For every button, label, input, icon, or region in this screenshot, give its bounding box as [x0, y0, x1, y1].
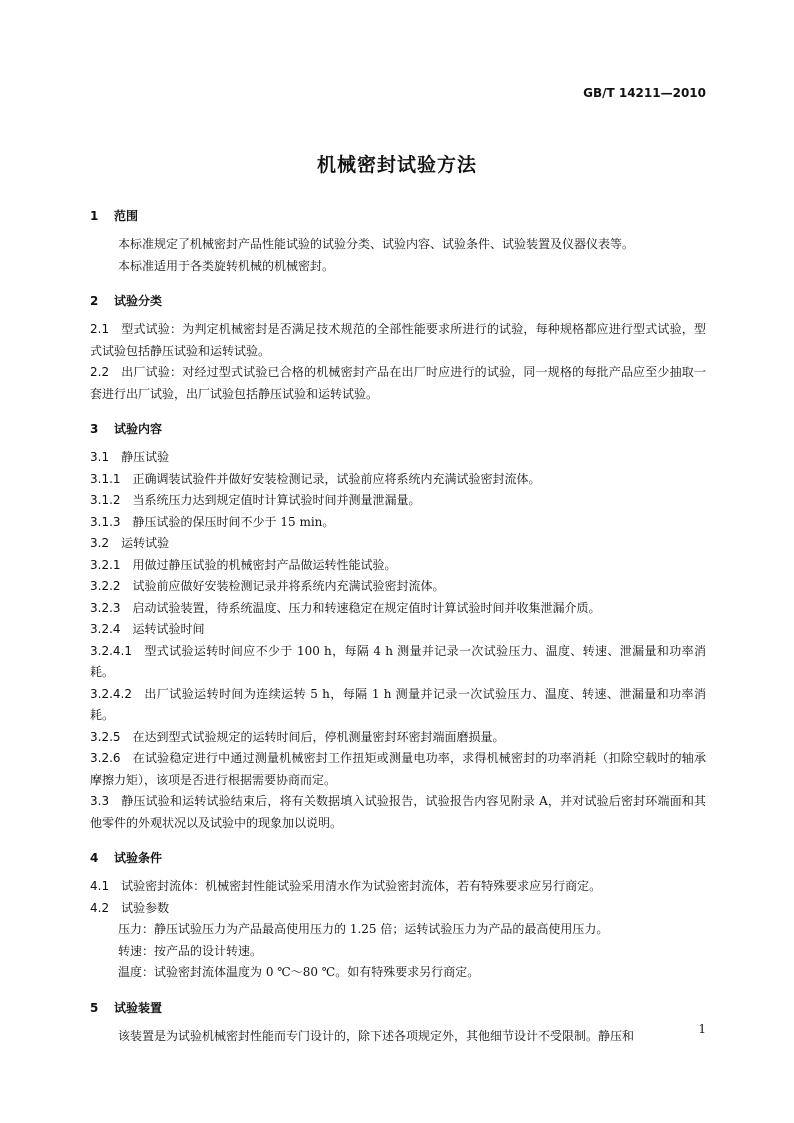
clause-number: 3.2.5	[90, 729, 121, 744]
clause-number: 2.2	[90, 365, 110, 379]
paragraph: 压力：静压试验压力为产品最高使用压力的 1.25 倍；运转试验压力为产品的最高使用压力。	[118, 922, 609, 936]
clause-text: 在达到型式试验规定的运转时间后，停机测量密封环密封端面磨损量。	[132, 729, 505, 744]
clause-number: 3.2.4.1	[90, 643, 132, 658]
clause-number: 3.2	[90, 536, 110, 550]
section-title: 试验条件	[114, 851, 163, 865]
clause	[90, 898, 706, 920]
section-number: 3	[90, 422, 99, 436]
clause-text: 型式试验运转时间应不少于 100 h，每隔 4 h 测量并记录一次试验压力、温度、转速、泄漏量和功率消耗。	[90, 643, 706, 679]
clause-text: 出厂试验：对经过型式试验已合格的机械密封产品在出厂时应进行的试验，同一规格的每批产品应至少抽取一套进行出厂试验，出厂试验包括静压试验和运转试验。	[90, 365, 706, 401]
clause-text: 试验密封流体：机械密封性能试验采用清水作为试验密封流体，若有特殊要求应另行商定。	[121, 879, 602, 893]
clause-number: 3.1	[90, 450, 110, 464]
clause-number: 2.1	[90, 322, 110, 336]
clause	[90, 362, 706, 405]
paragraph: 本标准适用于各类旋转机械的机械密封。	[118, 258, 335, 273]
section-heading	[90, 291, 706, 311]
section-heading	[90, 419, 706, 439]
clause-text: 静压试验和运转试验结束后，将有关数据填入试验报告，试验报告内容见附录 A，并对试验后密封环端面和其他零件的外观状况以及试验中的现象加以说明。	[90, 794, 706, 830]
clause-text: 试验前应做好安装检测记录并将系统内充满试验密封流体。	[132, 579, 445, 593]
page-number: 1	[698, 1022, 706, 1036]
clause	[90, 469, 706, 491]
section-title: 范围	[114, 209, 139, 223]
section-title: 试验装置	[114, 1000, 163, 1015]
clause	[90, 533, 706, 555]
clause-text: 型式试验：为判定机械密封是否满足技术规范的全部性能要求所进行的试验，每种规格都应进行型式试验，型式试验包括静压试验和运转试验。	[90, 322, 706, 358]
clause	[90, 619, 706, 641]
clause-number: 3.2.2	[90, 579, 121, 593]
paragraph: 温度：试验密封流体温度为 0 ℃～80 ℃。如有特殊要求另行商定。	[118, 965, 480, 979]
section-number: 2	[90, 294, 99, 308]
clause-number: 3.2.1	[90, 557, 121, 572]
clause-number: 3.2.4.2	[90, 686, 132, 701]
clause-text: 运转试验时间	[132, 622, 205, 636]
clause-text: 静压试验的保压时间不少于 15 min。	[132, 514, 335, 529]
clause-text: 在试验稳定进行中通过测量机械密封工作扭矩或测量电功率，求得机械密封的功率消耗（扣除空载时的轴承摩擦力矩），该项是否进行根据需要协商而定。	[90, 751, 706, 787]
clause	[90, 447, 706, 469]
clause	[90, 576, 706, 598]
clause	[90, 512, 706, 534]
clause	[90, 684, 706, 727]
section-heading	[90, 998, 706, 1018]
clause	[90, 748, 706, 791]
clause-number: 4.1	[90, 879, 110, 893]
paragraph: 本标准规定了机械密封产品性能试验的试验分类、试验内容、试验条件、试验装置及仪器仪表等。	[118, 237, 635, 251]
paragraph: 该装置是为试验机械密封性能而专门设计的，除下述各项规定外，其他细节设计不受限制。静压和	[118, 1028, 635, 1043]
clause-number: 3.2.4	[90, 622, 121, 636]
clause	[90, 319, 706, 362]
clause	[90, 727, 706, 749]
clause-text: 出厂试验运转时间为连续运转 5 h，每隔 1 h 测量并记录一次试验压力、温度、转速、泄漏量和功率消耗。	[90, 686, 706, 722]
clause-number: 3.3	[90, 794, 110, 808]
section-title: 试验内容	[114, 422, 163, 436]
document-title: 机械密封试验方法	[316, 154, 477, 176]
clause-number: 3.1.2	[90, 493, 121, 507]
section-title: 试验分类	[114, 294, 163, 308]
clause	[90, 641, 706, 684]
clause	[90, 598, 706, 620]
clause-number: 3.2.3	[90, 600, 121, 615]
section-heading	[90, 206, 706, 226]
clause-text: 正确调装试验件并做好安装检测记录，试验前应将系统内充满试验密封流体。	[132, 471, 541, 486]
clause-text: 用做过静压试验的机械密封产品做运转性能试验。	[132, 557, 397, 572]
document-body	[90, 206, 706, 1047]
paragraph: 转速：按产品的设计转速。	[118, 943, 263, 958]
clause-number: 3.2.6	[90, 751, 121, 765]
section-number: 4	[90, 851, 99, 865]
section-number: 1	[90, 209, 99, 223]
clause-number: 4.2	[90, 900, 110, 915]
clause-number: 3.1.3	[90, 514, 121, 529]
clause-text: 启动试验装置，待系统温度、压力和转速稳定在规定值时计算试验时间并收集泄漏介质。	[132, 600, 601, 615]
section-number: 5	[90, 1000, 99, 1015]
clause-text: 当系统压力达到规定值时计算试验时间并测量泄漏量。	[132, 493, 421, 507]
clause-number: 3.1.1	[90, 471, 121, 486]
clause	[90, 876, 706, 898]
standard-number: GB/T 14211—2010	[583, 86, 706, 100]
clause-text: 运转试验	[121, 536, 170, 550]
clause-text: 静压试验	[121, 450, 170, 464]
clause-text: 试验参数	[121, 900, 170, 915]
clause	[90, 791, 706, 834]
section-heading	[90, 848, 706, 868]
clause	[90, 555, 706, 577]
clause	[90, 490, 706, 512]
